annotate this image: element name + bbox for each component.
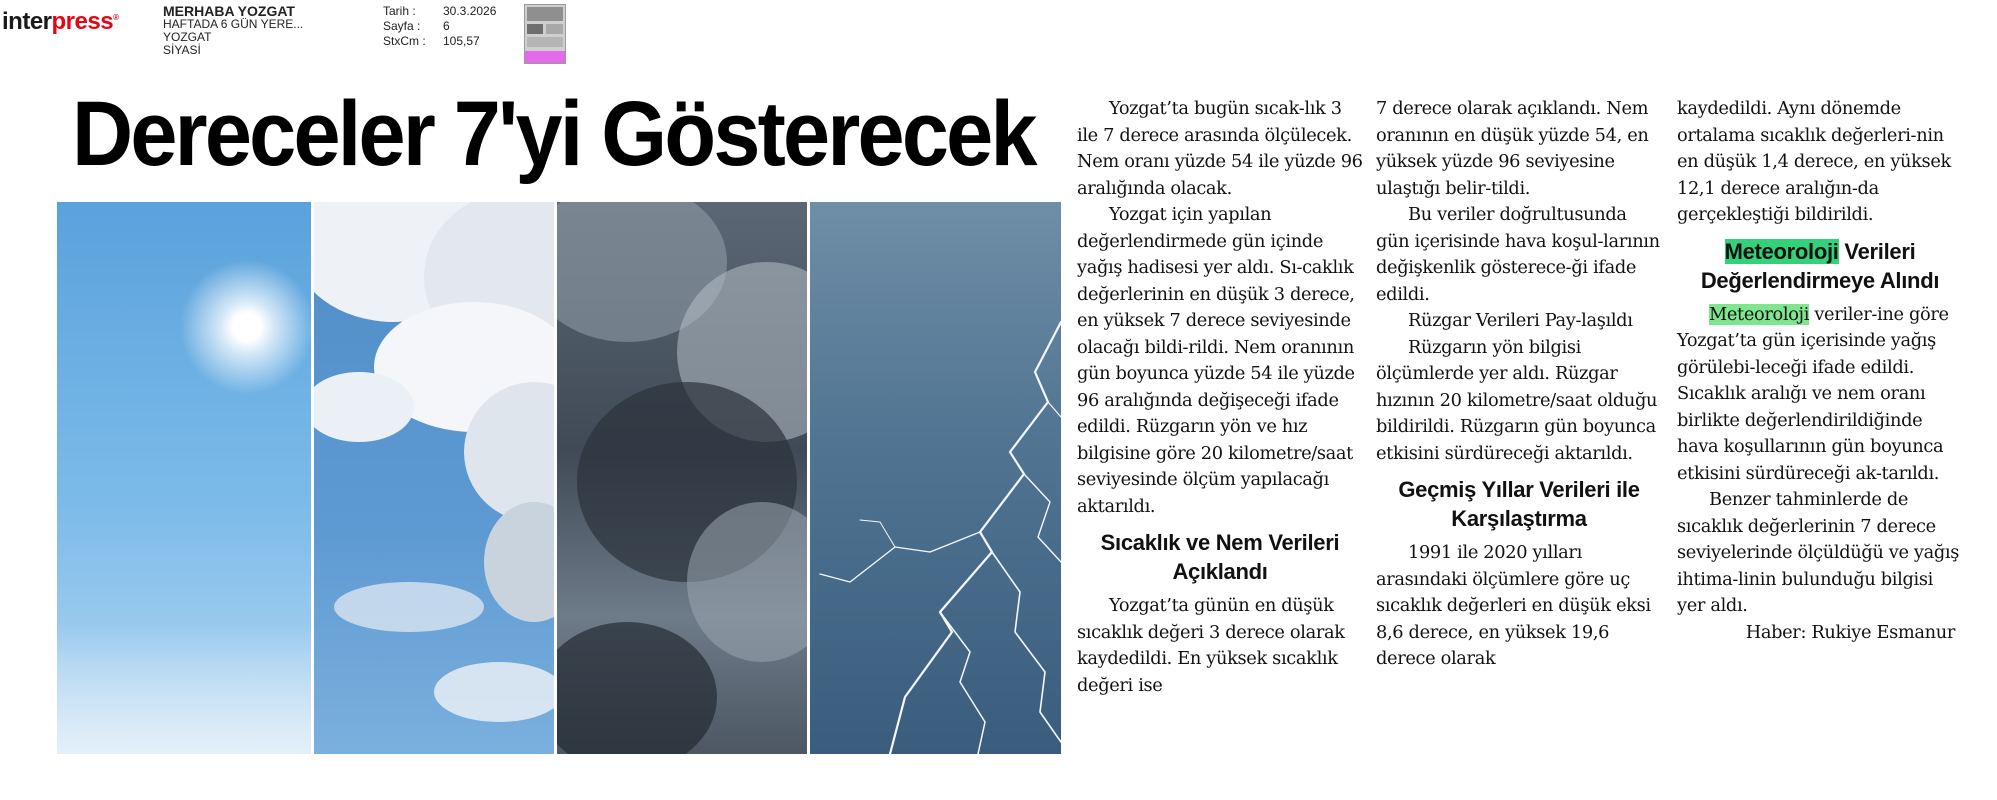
thumbnail-block bbox=[527, 7, 563, 21]
logo-text-inter: inter bbox=[2, 8, 52, 35]
paragraph: kaydedildi. Aynı dönemde ortalama sıcaklık değerleri-nin en düşük 1,4 derece, en yüksek 12,1 derece aralığın-da gerçekleştiği bildirildi. bbox=[1677, 98, 1951, 225]
article-column-1 bbox=[1077, 96, 1363, 699]
byline: Haber: Rukiye Esmanur bbox=[1745, 621, 1955, 643]
subheading bbox=[1677, 237, 1963, 295]
logo-text-press: press bbox=[51, 8, 114, 35]
sunny-sky-panel bbox=[57, 202, 311, 754]
article-column-3 bbox=[1677, 96, 1963, 646]
thumbnail-block bbox=[527, 24, 543, 34]
lightning-panel bbox=[810, 202, 1061, 754]
cloud-shape bbox=[434, 662, 554, 722]
clipping-meta bbox=[383, 4, 496, 49]
paragraph: 1991 ile 2020 yılları arasındaki ölçümlere göre uç sıcaklık değerleri en düşük eksi 8,6 derece, en yüksek 19,6 derece olarak bbox=[1376, 542, 1651, 669]
paragraph: Yozgat’ta bugün sıcak-lık 3 ile 7 derece arasında ölçülecek. Nem oranı yüzde 54 ile yüzde 96 aralığında olacak. bbox=[1077, 98, 1363, 199]
meta-value: 30.3.2026 bbox=[443, 4, 497, 18]
paragraph: Benzer tahminlerde de sıcaklık değerlerinin 7 derece seviyelerinde ölçüldüğü ve yağış ihtima-linin bulunduğu bilgisi yer aldı. bbox=[1677, 489, 1960, 616]
cloudy-sky-panel bbox=[314, 202, 554, 754]
cloud-shape bbox=[334, 582, 484, 632]
paragraph: 7 derece olarak açıklandı. Nem oranının en düşük yüzde 54, en yüksek yüzde 96 seviyesine ulaştığı belir-tildi. bbox=[1376, 98, 1649, 199]
clipping-header bbox=[0, 0, 1997, 70]
sky-haze bbox=[57, 624, 311, 754]
publication-name: MERHABA YOZGAT bbox=[163, 3, 295, 19]
meta-row-stxcm bbox=[383, 34, 496, 49]
subheading: Geçmiş Yıllar Verileri ile Karşılaştırma bbox=[1398, 477, 1640, 531]
meta-row-date bbox=[383, 4, 496, 19]
thumbnail-block bbox=[546, 24, 563, 34]
paragraph: Rüzgarın yön bilgisi ölçümlerde yer aldı. Rüzgar hızının 20 kilometre/saat olduğu bildirildi. Rüzgarın gün boyunca etkisini sürdüreceği aktarıldı. bbox=[1376, 336, 1658, 464]
storm-cloud-panel bbox=[557, 202, 807, 754]
meta-label: Sayfa : bbox=[383, 19, 421, 33]
publication-info bbox=[163, 5, 303, 57]
article-column-2 bbox=[1376, 96, 1662, 673]
subheading-text: Verileri Değerlendirmeye Alındı bbox=[1700, 238, 1940, 293]
registered-mark: ® bbox=[113, 13, 119, 22]
paragraph: Yozgat için yapılan değerlendirmede gün içinde yağış hadisesi yer aldı. Sı-caklık değerlerinin en düşük 3 derece, en yüksek 7 derece seviyesinde olacağı bildi-rildi. Nem oranının gün boyunca yüzde 54 ile yüzde 96 aralığında değişeceği ifade edildi. Rüzgarın yön ve hız bilgisine göre 20 kilometre/saat seviyesinde ölçüm yapılacağı aktarıldı. bbox=[1077, 204, 1355, 517]
paragraph-text: veriler-ine göre Yozgat’ta gün içerisinde yağış görülebi-leceği ifade edildi. Sıcaklık aralığı ve nem oranı birlikte değerlendirildiğinde hava koşullarının gün boyunca etkisini sürdüreceği ak-tarıldı. bbox=[1677, 303, 1949, 484]
publication-frequency: HAFTADA 6 GÜN YERE... bbox=[163, 17, 304, 31]
weather-photo-collage bbox=[57, 202, 1061, 754]
thumbnail-block bbox=[527, 37, 563, 47]
interpress-logo bbox=[2, 8, 118, 36]
article-headline: Dereceler 7'yi Gösterecek bbox=[72, 83, 1035, 185]
cloud-shape bbox=[484, 502, 554, 622]
paragraph: Rüzgar Verileri Pay-laşıldı bbox=[1408, 310, 1633, 331]
lightning-bolt-icon bbox=[810, 202, 1061, 754]
keyword-highlight: Meteoroloji bbox=[1709, 303, 1810, 325]
sun-glow bbox=[177, 257, 311, 397]
subheading: Sıcaklık ve Nem Verileri Açıklandı bbox=[1100, 530, 1340, 584]
publication-city: YOZGAT bbox=[163, 30, 212, 44]
cloud-shape bbox=[557, 622, 717, 754]
publication-section: SİYASİ bbox=[163, 43, 201, 57]
meta-row-page bbox=[383, 19, 496, 34]
meta-value: 6 bbox=[443, 19, 450, 33]
meta-label: StxCm : bbox=[383, 34, 426, 48]
thumbnail-highlight bbox=[525, 51, 565, 63]
paragraph bbox=[1677, 302, 1963, 488]
page-thumbnail[interactable] bbox=[524, 4, 566, 64]
meta-value: 105,57 bbox=[443, 34, 480, 48]
keyword-highlight: Meteoroloji bbox=[1724, 238, 1839, 264]
cloud-shape bbox=[314, 372, 414, 442]
paragraph: Bu veriler doğrultusunda gün içerisinde hava koşul-larının değişkenlik gösterece-ği ifade edildi. bbox=[1376, 204, 1660, 305]
meta-label: Tarih : bbox=[383, 4, 416, 18]
paragraph: Yozgat’ta günün en düşük sıcaklık değeri 3 derece olarak kaydedildi. En yüksek sıcaklık değeri ise bbox=[1077, 595, 1345, 696]
